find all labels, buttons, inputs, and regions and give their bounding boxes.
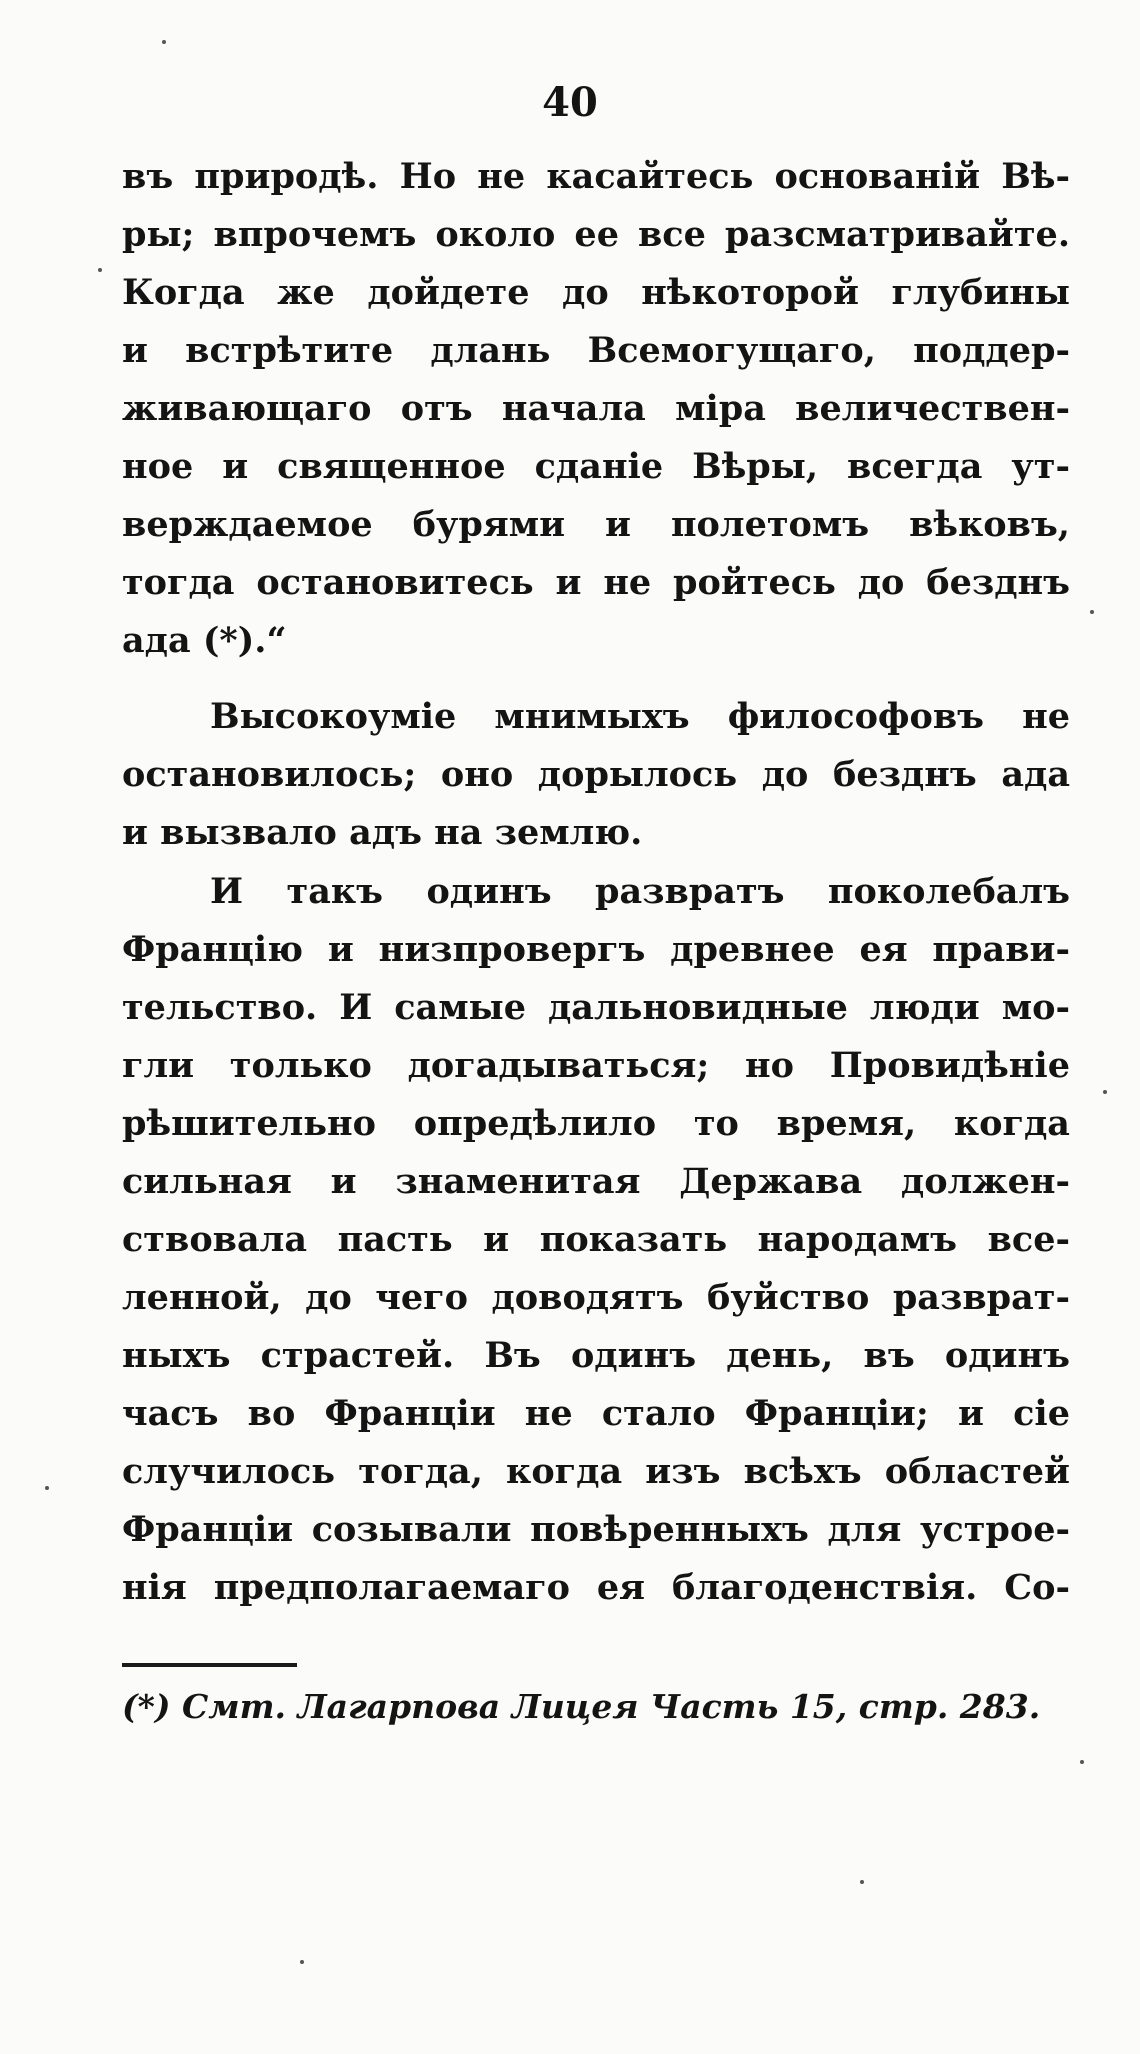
text-line: часъ во Франціи не стало Франціи; и сіе xyxy=(122,1393,1070,1434)
text-line: Франціи созывали повѣренныхъ для устрое- xyxy=(122,1509,1070,1550)
paper-speck xyxy=(162,40,166,44)
text-line: въ природѣ. Но не касайтесь основаній Вѣ- xyxy=(122,156,1070,197)
paragraph-continued xyxy=(122,148,1070,670)
paper-speck xyxy=(300,1960,304,1964)
text-line: и вызвало адъ на землю. xyxy=(122,812,643,853)
text-line: и встрѣтите длань Всемогущаго, поддер- xyxy=(122,330,1070,371)
text-line: ствовала пасть и показать народамъ все- xyxy=(122,1219,1070,1260)
paper-speck xyxy=(1090,610,1094,614)
paper-speck xyxy=(1080,1760,1084,1764)
text-line: случилось тогда, когда изъ всѣхъ областей xyxy=(122,1451,1070,1492)
footnote: (*) Смт. Лагарпова Лицея Часть 15, стр. 283. xyxy=(122,1687,1041,1726)
text-line: ленной, до чего доводятъ буйство разврат- xyxy=(122,1277,1070,1318)
paper-speck xyxy=(860,1880,864,1884)
text-line: Высокоуміе мнимыхъ философовъ не xyxy=(210,696,1070,737)
text-line: Когда же дойдете до нѣкоторой глубины xyxy=(122,272,1070,313)
text-line: И такъ одинъ развратъ поколебалъ xyxy=(210,871,1070,912)
text-line: живающаго отъ начала міра величествен- xyxy=(122,388,1070,429)
paper-speck xyxy=(1103,1090,1107,1094)
paper-speck xyxy=(98,268,102,272)
text-line: верждаемое бурями и полетомъ вѣковъ, xyxy=(122,504,1070,545)
text-line: остановилось; оно дорылось до безднъ ада xyxy=(122,754,1070,795)
text-line: тельство. И самые дальновидные люди мо- xyxy=(122,987,1070,1028)
paragraph xyxy=(122,863,1070,1617)
text-line: Францію и низпровергъ древнее ея прави- xyxy=(122,929,1070,970)
footnote-divider xyxy=(122,1663,297,1667)
text-line: ныхъ страстей. Въ одинъ день, въ одинъ xyxy=(122,1335,1070,1376)
text-line: рѣшительно опредѣлило то время, когда xyxy=(122,1103,1070,1144)
paragraph xyxy=(122,688,1070,862)
text-line: гли только догадываться; но Провидѣніе xyxy=(122,1045,1070,1086)
page-number: 40 xyxy=(542,79,598,126)
text-line: нія предполагаемаго ея благоденствія. Со- xyxy=(122,1567,1070,1608)
text-line: ада (*).“ xyxy=(122,620,287,661)
text-line: ры; впрочемъ около ее все разсматривайте. xyxy=(122,214,1070,255)
paper-speck xyxy=(45,1486,49,1490)
text-line: тогда остановитесь и не ройтесь до безднъ xyxy=(122,562,1070,603)
text-line: сильная и знаменитая Держава должен- xyxy=(122,1161,1070,1202)
text-line: ное и священное сданіе Вѣры, всегда ут- xyxy=(122,446,1070,487)
